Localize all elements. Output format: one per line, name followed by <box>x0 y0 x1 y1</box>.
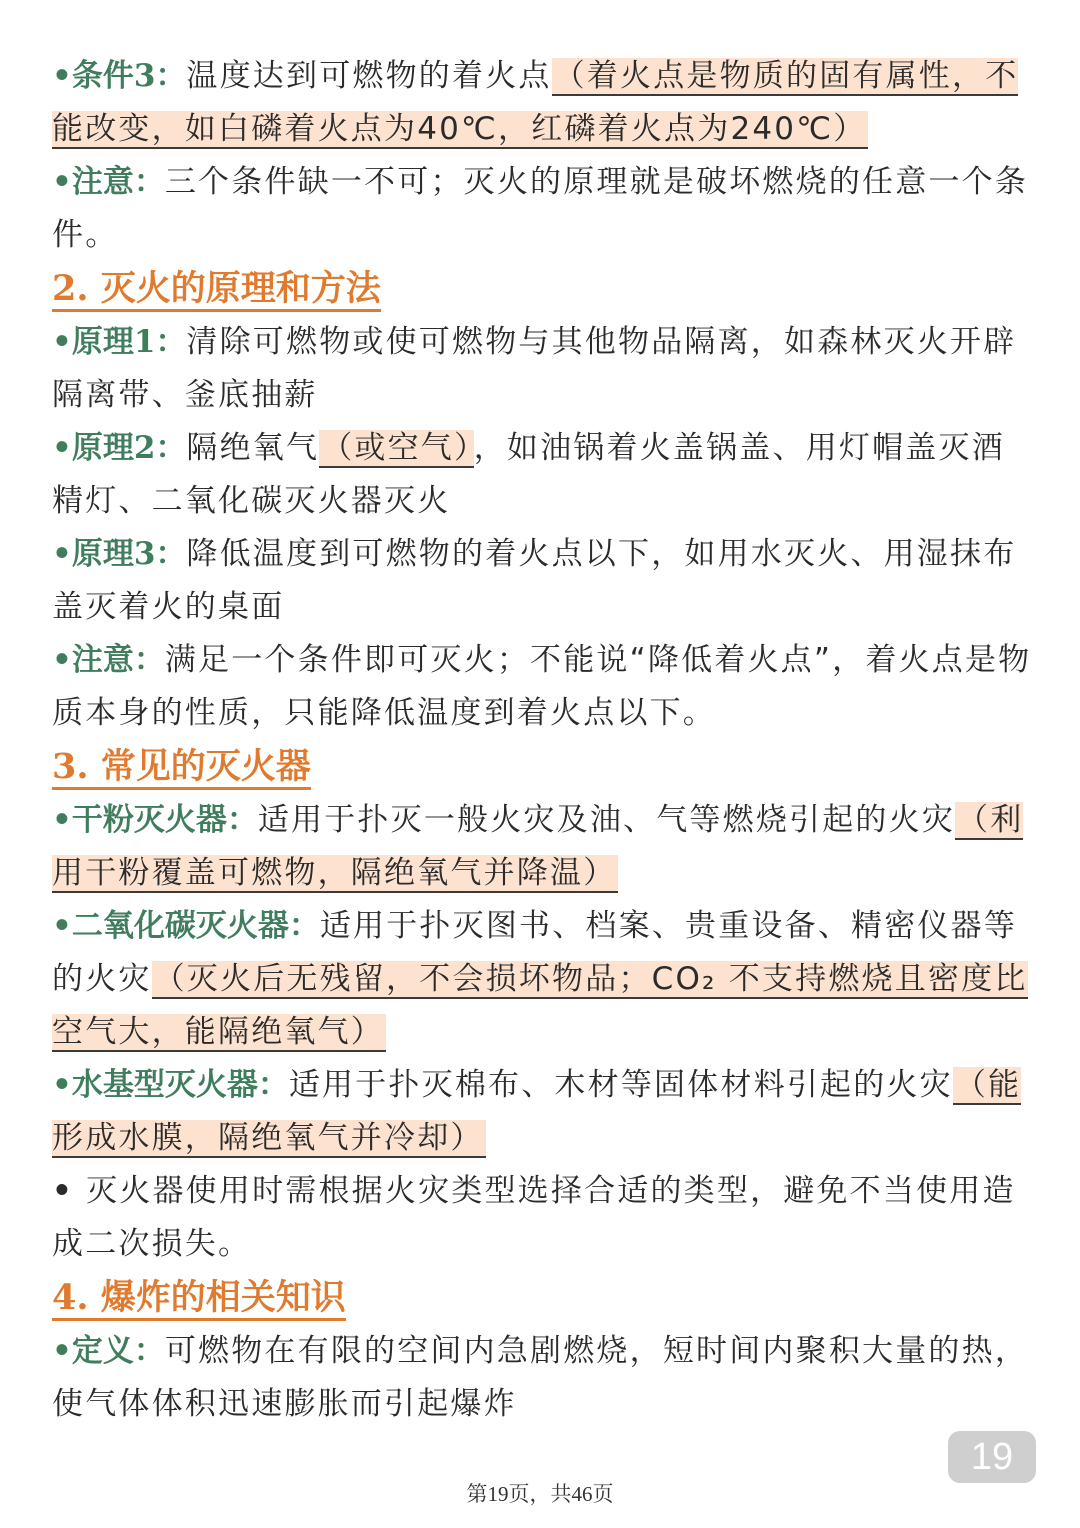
principle-2 <box>52 422 1032 528</box>
water-text: 适用于扑灭棉布、木材等固体材料引起的火灾 <box>288 1067 953 1103</box>
principle-3-text: 降低温度到可燃物的着火点以下，如用水灭火、用湿抹布盖灭着火的桌面 <box>52 536 1017 625</box>
definition-text: 可燃物在有限的空间内急剧燃烧，短时间内聚积大量的热，使气体体积迅速膨胀而引起爆炸 <box>52 1333 1029 1422</box>
dry-powder-text: 适用于扑灭一般火灾及油、气等燃烧引起的火灾 <box>257 802 956 838</box>
principle-1-label: •原理1： <box>52 324 187 360</box>
principle-1 <box>52 316 1032 422</box>
principle-2-text-a: 隔绝氧气 <box>186 430 320 466</box>
water-note: （能形成水膜，隔绝氧气并冷却） <box>52 1067 1022 1156</box>
page-footer: 第19页，共46页 <box>466 1482 614 1506</box>
condition-3 <box>52 50 1032 156</box>
section-3-heading <box>52 740 1032 794</box>
principle-2-label: •原理2： <box>52 430 187 466</box>
section-2-note <box>52 634 1032 740</box>
co2-note: （灭火后无残留，不会损坏物品；CO₂ 不支持燃烧且密度比空气大，能隔绝氧气） <box>52 961 1028 1050</box>
water-label: •水基型灭火器： <box>52 1067 289 1103</box>
principle-3-label: •原理3： <box>52 536 187 572</box>
dry-powder-note: （利用干粉覆盖可燃物，隔绝氧气并降温） <box>52 802 1024 891</box>
principle-2-highlight: （或空气） <box>321 430 472 466</box>
principle-3 <box>52 528 1032 634</box>
extinguisher-tip <box>52 1165 1032 1271</box>
extinguisher-dry-powder <box>52 794 1032 900</box>
section-3-heading-text: 3. 常见的灭火器 <box>52 746 311 790</box>
condition-3-label: •条件3： <box>52 58 187 94</box>
conditions-note-label: •注意： <box>52 164 165 200</box>
principle-1-text: 清除可燃物或使可燃物与其他物品隔离，如森林灭火开辟隔离带、釜底抽薪 <box>52 324 1017 413</box>
condition-3-text: 温度达到可燃物的着火点 <box>186 58 552 94</box>
section-2-heading-text: 2. 灭火的原理和方法 <box>52 268 381 312</box>
section-2-heading <box>52 262 1032 316</box>
condition-3-note: （着火点是物质的固有属性，不能改变，如白磷着火点为40℃，红磷着火点为240℃） <box>52 58 1019 147</box>
section-2-note-text: 满足一个条件即可灭火；不能说“降低着火点”，着火点是物质本身的性质，只能降低温度到着火点以下。 <box>52 642 1032 731</box>
extinguisher-water <box>52 1059 1032 1165</box>
co2-label: •二氧化碳灭火器： <box>52 908 320 944</box>
section-2-note-label: •注意： <box>52 642 165 678</box>
page-number-badge: 19 <box>948 1431 1036 1483</box>
dry-powder-label: •干粉灭火器： <box>52 802 258 838</box>
extinguisher-co2 <box>52 900 1032 1059</box>
section-4-heading-text: 4. 爆炸的相关知识 <box>52 1277 346 1321</box>
conditions-note-text: 三个条件缺一不可；灭火的原理就是破坏燃烧的任意一个条件。 <box>52 164 1029 253</box>
co2-text: 适用于扑灭图书、档案、贵重设备、精密仪器等的火灾 <box>52 908 1018 997</box>
definition-label: •定义： <box>52 1333 165 1369</box>
tip-text: 灭火器使用时需根据火灾类型选择合适的类型，避免不当使用造成二次损失。 <box>52 1173 1016 1262</box>
explosion-definition <box>52 1325 1032 1431</box>
document-body <box>52 50 1032 1431</box>
section-4-heading <box>52 1271 1032 1325</box>
principle-2-text-b: ，如油锅着火盖锅盖、用灯帽盖灭酒精灯、二氧化碳灭火器灭火 <box>52 430 1005 519</box>
tip-bullet: • <box>52 1173 75 1209</box>
conditions-note <box>52 156 1032 262</box>
